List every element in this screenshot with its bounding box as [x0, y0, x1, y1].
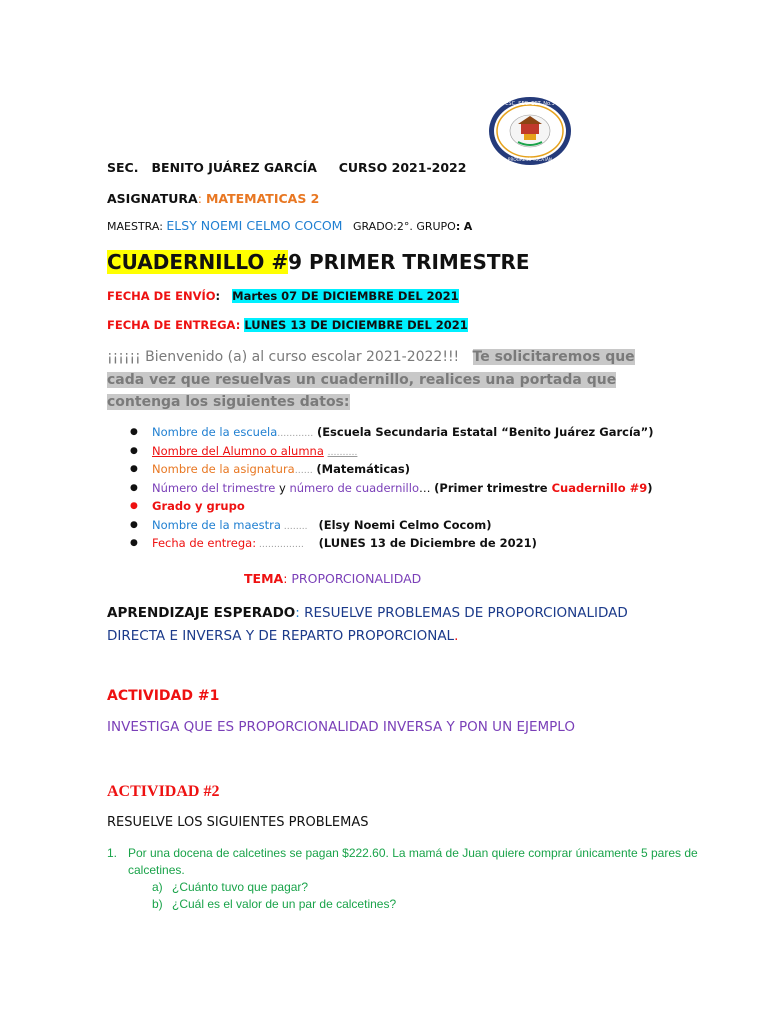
- subject-colon: :: [197, 191, 202, 206]
- question-text: ¿Cuál es el valor de un par de calcetines?: [172, 897, 397, 911]
- topic-line: [244, 571, 421, 586]
- due-date-value: LUNES 13 DE DICIEMBRE DEL 2021: [244, 318, 468, 332]
- logo-bottom-text: PROGRESO YUCATÁN: [507, 157, 553, 162]
- item-value: (Elsy Noemi Celmo Cocom): [318, 517, 492, 532]
- item-label: Nombre del Alumno o alumna: [152, 443, 324, 458]
- welcome-paragraph: [107, 346, 662, 414]
- topic-colon: :: [283, 571, 288, 586]
- cover-requirements-list: [128, 423, 653, 553]
- grade-label: GRADO:2°. GRUPO: [352, 220, 456, 233]
- list-item: [128, 460, 653, 479]
- item-dots: ……………: [256, 540, 304, 550]
- list-item: [128, 442, 653, 461]
- item-value: (LUNES 13 de Diciembre de 2021): [318, 536, 537, 550]
- question-text: ¿Cuánto tuvo que pagar?: [172, 880, 309, 894]
- question-b: [152, 896, 707, 913]
- activity-1-text: INVESTIGA QUE ES PROPORCIONALIDAD INVERSA Y PON UN EJEMPLO: [107, 719, 575, 735]
- item-dots: ……….: [327, 447, 358, 458]
- question-a: [152, 879, 707, 896]
- problem-1: [107, 845, 707, 913]
- item-label-2: número de cuadernillo: [289, 480, 419, 495]
- school-prefix: SEC.: [107, 160, 139, 175]
- send-date-line: [107, 289, 459, 303]
- question-label: b): [152, 897, 163, 911]
- school-seal-logo: [488, 96, 572, 166]
- activity-1-title: ACTIVIDAD #1: [107, 688, 220, 704]
- welcome-instructions: Te solicitaremos que cada vez que resuelvas un cuadernillo, realices una portada que contenga los siguientes datos:: [107, 349, 635, 410]
- item-value: (Escuela Secundaria Estatal “Benito Juárez García”): [316, 425, 654, 439]
- bullet-icon: ●: [130, 519, 138, 530]
- learning-period: .: [454, 628, 459, 644]
- subject-line: [107, 191, 319, 206]
- activity-2-instruction: RESUELVE LOS SIGUIENTES PROBLEMAS: [107, 815, 369, 830]
- subject-value: MATEMATICAS 2: [205, 191, 320, 206]
- list-item: [128, 516, 653, 535]
- teacher-name: ELSY NOEMI CELMO COCOM: [166, 218, 343, 233]
- topic-value: PROPORCIONALIDAD: [291, 571, 422, 586]
- learning-outcome: [107, 602, 667, 648]
- bullet-icon: ●: [130, 445, 138, 456]
- list-item: [128, 479, 653, 498]
- page-title: [107, 250, 530, 274]
- item-value-highlight: Cuadernillo #9: [551, 480, 648, 495]
- school-line: [107, 160, 466, 175]
- due-date-line: [107, 318, 468, 332]
- teacher-line: [107, 218, 472, 233]
- item-dots: …………: [277, 429, 314, 439]
- question-label: a): [152, 880, 163, 894]
- teacher-label: MAESTRA:: [107, 220, 163, 233]
- school-name: BENITO JUÁREZ GARCÍA: [151, 160, 317, 175]
- send-date-value: Martes 07 DE DICIEMBRE DEL 2021: [232, 289, 459, 303]
- item-label: Número del trimestre: [152, 480, 276, 495]
- learning-label: APRENDIZAJE ESPERADO: [107, 605, 296, 621]
- bullet-icon: ●: [130, 538, 138, 548]
- item-label: Grado y grupo: [152, 499, 245, 513]
- title-rest: 9 PRIMER TRIMESTRE: [288, 250, 530, 274]
- item-dots: ……..: [280, 521, 308, 532]
- due-date-label: FECHA DE ENTREGA: [107, 318, 236, 332]
- item-value-end: ): [647, 480, 653, 495]
- bullet-icon: ●: [130, 501, 138, 511]
- due-date-colon: :: [235, 318, 241, 332]
- title-prefix: CUADERNILLO #: [107, 250, 289, 274]
- activity-2-title: ACTIVIDAD #2: [107, 783, 220, 800]
- item-label: Nombre de la maestra: [152, 517, 281, 532]
- topic-label: TEMA: [244, 571, 284, 586]
- grade-value: A: [463, 220, 473, 233]
- bullet-icon: ●: [130, 427, 138, 437]
- subject-label: ASIGNATURA: [107, 191, 198, 206]
- item-connector: y: [275, 480, 290, 495]
- bullet-icon: ●: [130, 482, 138, 493]
- course-label: CURSO 2021-2022: [338, 160, 467, 175]
- learning-value: RESUELVE PROBLEMAS DE PROPORCIONALIDAD DIRECTA E INVERSA Y DE REPARTO PROPORCIONAL: [107, 605, 628, 644]
- bullet-icon: ●: [130, 464, 138, 474]
- problem-number: 1.: [107, 846, 118, 860]
- send-date-colon: :: [215, 289, 221, 303]
- item-label: Nombre de la escuela: [152, 425, 278, 439]
- problem-text: Por una docena de calcetines se pagan $222.60. La mamá de Juan quiere comprar únicamente 5 pares de calcetines.: [128, 846, 698, 877]
- send-date-label: FECHA DE ENVÍO: [107, 289, 216, 303]
- list-item: [128, 534, 653, 553]
- item-colon: :: [252, 536, 257, 550]
- item-label: Fecha de entrega: [152, 536, 253, 550]
- logo-top-text: ESC. SEC. EST. No.3: [505, 101, 555, 107]
- item-value: (Matemáticas): [316, 462, 410, 476]
- item-label: Nombre de la asignatura: [152, 462, 295, 476]
- list-item: [128, 497, 653, 516]
- welcome-greeting: ¡¡¡¡¡¡ Bienvenido (a) al curso escolar 2021-2022!!!: [107, 349, 460, 365]
- learning-colon: :: [295, 605, 300, 621]
- grade-colon: :: [455, 220, 461, 233]
- list-item: [128, 423, 653, 442]
- item-value: (Primer trimestre: [434, 480, 552, 495]
- item-dots: …: [418, 480, 431, 495]
- item-dots: ……: [294, 466, 313, 476]
